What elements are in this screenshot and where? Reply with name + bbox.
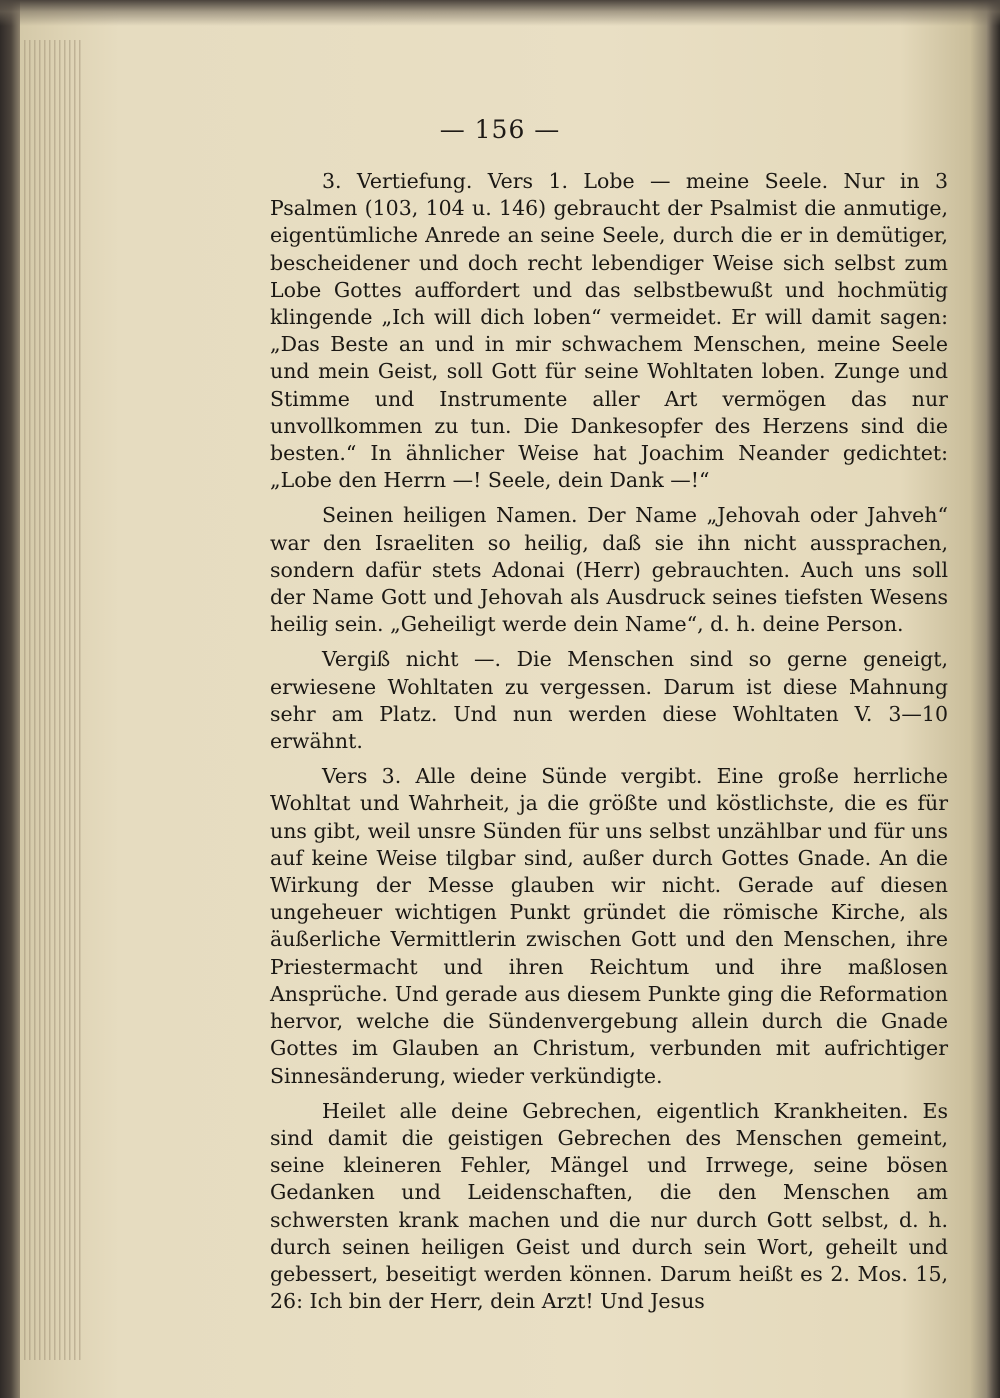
paragraph: Vergiß nicht —. Die Menschen sind so gerne geneigt, erwiesene Wohltaten zu vergessen. Darum ist diese Mahnung sehr am Platz. Und nun werden diese Wohltaten V. 3—10 erwähnt. [270,647,948,754]
body-text [270,168,948,1315]
paragraph: Heilet alle deine Gebrechen, eigentlich Krankheiten. Es sind damit die geistigen Gebrechen des Menschen gemeint, seine kleineren Fehler, Mängel und Irrwege, seine bösen Gedanken und Leidenschaften, die den Menschen am schwersten krank machen und die nur durch Gott selbst, d. h. durch seinen heiligen Geist und durch sein Wort, geheilt und gebessert, beseitigt werden können. Darum heißt es 2. Mos. 15, 26: Ich bin der Herr, dein Arzt! Und Jesus [270,1098,948,1314]
top-shadow [0,0,1000,26]
page-stack-edges [24,40,84,1360]
book-binding-edge [0,0,20,1398]
page-number: — 156 — [439,115,561,144]
paragraph: 3. Vertiefung. Vers 1. Lobe — meine Seele. Nur in 3 Psalmen (103, 104 u. 146) gebraucht der Psalmist die anmutige, eigentümliche Anrede an seine Seele, durch die er in demütiger, bescheidener und doch recht lebendiger Weise sich selbst zum Lobe Gottes auffordert und das selbstbewußt und hochmütig klingende „Ich will dich loben“ vermeidet. Er will damit sagen: „Das Beste an und in mir schwachem Menschen, meine Seele und mein Geist, soll Gott für seine Wohltaten loben. Zunge und Stimme und Instrumente aller Art vermögen das nur unvollkommen zu tun. Die Dankesopfer des Herzens sind die besten.“ In ähnlicher Weise hat Joachim Neander gedichtet: „Lobe den Herrn —! Seele, dein Dank —!“ [270,169,948,493]
paragraph: Seinen heiligen Namen. Der Name „Jehovah oder Jahveh“ war den Israeliten so heilig, daß sie ihn nicht aussprachen, sondern dafür stets Adonai (Herr) gebrauchten. Auch uns soll der Name Gott und Jehovah als Ausdruck seines tiefsten Wesens heilig sein. „Geheiligt werde dein Name“, d. h. deine Person. [270,503,948,637]
paragraph: Vers 3. Alle deine Sünde vergibt. Eine große herrliche Wohltat und Wahrheit, ja die größte und köstlichste, die es für uns gibt, weil unsre Sünden für uns selbst unzählbar und für uns auf keine Weise tilgbar sind, außer durch Gottes Gnade. An die Wirkung der Messe glauben wir nicht. Gerade auf diesen ungeheuer wichtigen Punkt gründet die römische Kirche, als äußerliche Vermittlerin zwischen Gott und den Menschen, ihre Priestermacht und ihren Reichtum und ihre maßlosen Ansprüche. Und gerade aus diesem Punkte ging die Reformation hervor, welche die Sündenvergebung allein durch die Gnade Gottes im Glauben an Christum, verbunden mit aufrichtiger Sinnesänderung, wieder verkündigte. [270,764,948,1088]
right-page-edge [986,0,1000,1398]
